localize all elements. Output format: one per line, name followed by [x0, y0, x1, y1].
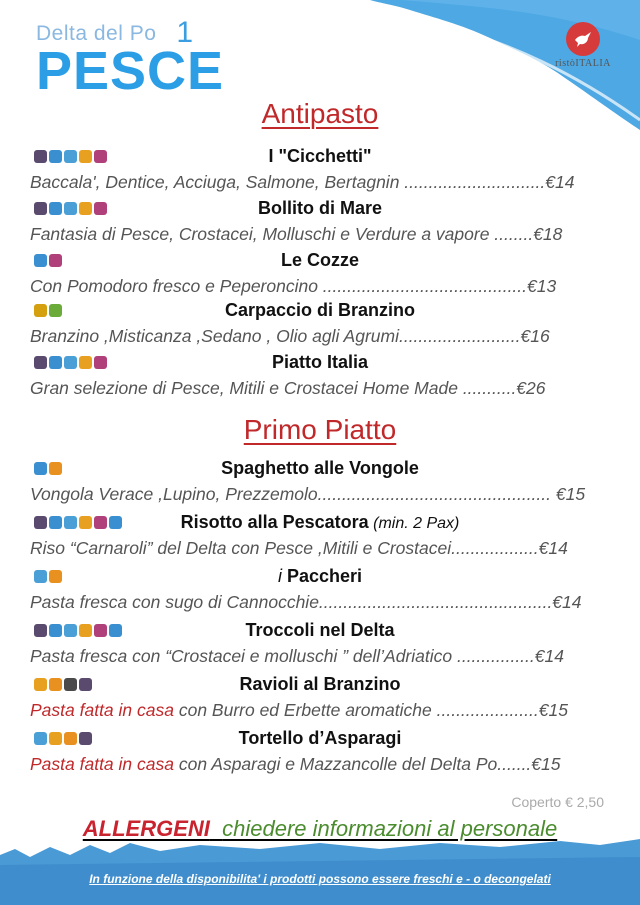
dish-name: [30, 250, 610, 271]
menu-item: [30, 250, 610, 298]
dish-description: [30, 482, 610, 506]
dish-description-text: Gran selezione di Pesce, Mitili e Crostacei Home Made ...........€26: [30, 378, 546, 398]
brand-logo-text: ristòITALIA: [555, 58, 611, 69]
dish-name-text: Tortello d’Asparagi: [238, 728, 402, 748]
menu-item: [30, 198, 610, 246]
dish-description-text: Pasta fresca con “Crostacei e molluschi ” dell’Adriatico ................€14: [30, 646, 564, 666]
dish-description-text: Con Pomodoro fresco e Peperoncino ..........................................€13: [30, 276, 557, 296]
menu-item: [30, 352, 610, 400]
menu-title: PESCE: [36, 41, 225, 101]
menu-item: [30, 728, 610, 776]
menu-item-header: [30, 674, 610, 698]
dish-name-text: I "Cicchetti": [268, 146, 372, 166]
dish-name-text: Ravioli al Branzino: [239, 674, 401, 694]
allergens-label: ALLERGENI: [82, 816, 210, 841]
section-title-primo-piatto: Primo Piatto: [243, 414, 397, 445]
dish-name-text: Le Cozze: [280, 250, 359, 270]
menu-item: [30, 146, 610, 194]
dish-description-highlight: Pasta fatta in casa: [30, 700, 174, 720]
dish-name-text: Risotto alla Pescatora: [180, 512, 369, 532]
dish-description: [30, 376, 610, 400]
menu-item: [30, 620, 610, 668]
menu-item: [30, 458, 610, 506]
menu-item-header: [30, 300, 610, 324]
brand-logo: [538, 22, 628, 69]
dish-name-text: Bollito di Mare: [257, 198, 382, 218]
dish-name: [30, 728, 610, 749]
menu-item-header: [30, 146, 610, 170]
dish-name: [30, 300, 610, 321]
dish-name-note: (min. 2 Pax): [368, 515, 460, 532]
dish-name: [30, 146, 610, 167]
dish-description-text: Riso “Carnaroli” del Delta con Pesce ,Mitili e Crostacei..................€14: [30, 538, 568, 558]
dish-description: [30, 644, 610, 668]
menu-item-header: [30, 352, 610, 376]
dish-description: [30, 222, 610, 246]
dish-name: [30, 458, 610, 479]
bird-logo-icon: [566, 22, 600, 56]
dish-name-text: Piatto Italia: [271, 352, 369, 372]
dish-description: [30, 536, 610, 560]
dish-description-text: con Burro ed Erbette aromatiche .....................€15: [173, 700, 568, 720]
menu-item: [30, 300, 610, 348]
dish-description-text: Baccala', Dentice, Acciuga, Salmone, Bertagnin .............................€14: [30, 172, 575, 192]
page-number: 1: [176, 16, 194, 49]
dish-name-text: Spaghetto alle Vongole: [221, 458, 419, 478]
dish-name: [30, 566, 610, 587]
footer-notice: In funzione della disponibilita' i prodotti possono essere freschi e - o decongelati: [89, 872, 551, 886]
dish-name: [30, 674, 610, 695]
menu-item-header: [30, 512, 610, 536]
menu-subtitle: Delta del Po: [36, 22, 157, 45]
dish-name-text: Troccoli nel Delta: [245, 620, 395, 640]
dish-description: [30, 170, 610, 194]
dish-description: [30, 324, 610, 348]
dish-description-highlight: Pasta fatta in casa: [30, 754, 174, 774]
footer-brush-decoration: [0, 835, 640, 905]
dish-description-text: con Asparagi e Mazzancolle del Delta Po.......€15: [173, 754, 561, 774]
allergens-text: chiedere informazioni al personale: [222, 816, 558, 841]
menu-item-header: [30, 728, 610, 752]
menu-item: [30, 512, 610, 560]
dish-name-prefix: i: [277, 566, 287, 586]
menu-item: [30, 566, 610, 614]
menu-item-header: [30, 620, 610, 644]
dish-description: [30, 274, 610, 298]
dish-name: [30, 512, 610, 533]
menu-item-header: [30, 458, 610, 482]
dish-description-text: Vongola Verace ,Lupino, Prezzemolo................................................ €15: [30, 484, 586, 504]
dish-description-text: Pasta fresca con sugo di Cannocchie................................................€14: [30, 592, 582, 612]
dish-name: [30, 198, 610, 219]
dish-description: [30, 752, 610, 776]
dish-name: [30, 352, 610, 373]
menu-item-header: [30, 250, 610, 274]
dish-name-text: Carpaccio di Branzino: [224, 300, 416, 320]
dish-name-text: Paccheri: [286, 566, 363, 586]
cover-charge: Coperto € 2,50: [511, 794, 604, 810]
dish-description: [30, 698, 610, 722]
dish-description-text: Branzino ,Misticanza ,Sedano , Olio agli Agrumi.........................€16: [30, 326, 550, 346]
menu-item-header: [30, 198, 610, 222]
menu-item: [30, 674, 610, 722]
dish-name: [30, 620, 610, 641]
dish-description: [30, 590, 610, 614]
menu-header: [36, 14, 225, 101]
dish-description-text: Fantasia di Pesce, Crostacei, Molluschi e Verdure a vapore ........€18: [30, 224, 563, 244]
menu-item-header: [30, 566, 610, 590]
section-title-antipasto: Antipasto: [261, 98, 379, 129]
